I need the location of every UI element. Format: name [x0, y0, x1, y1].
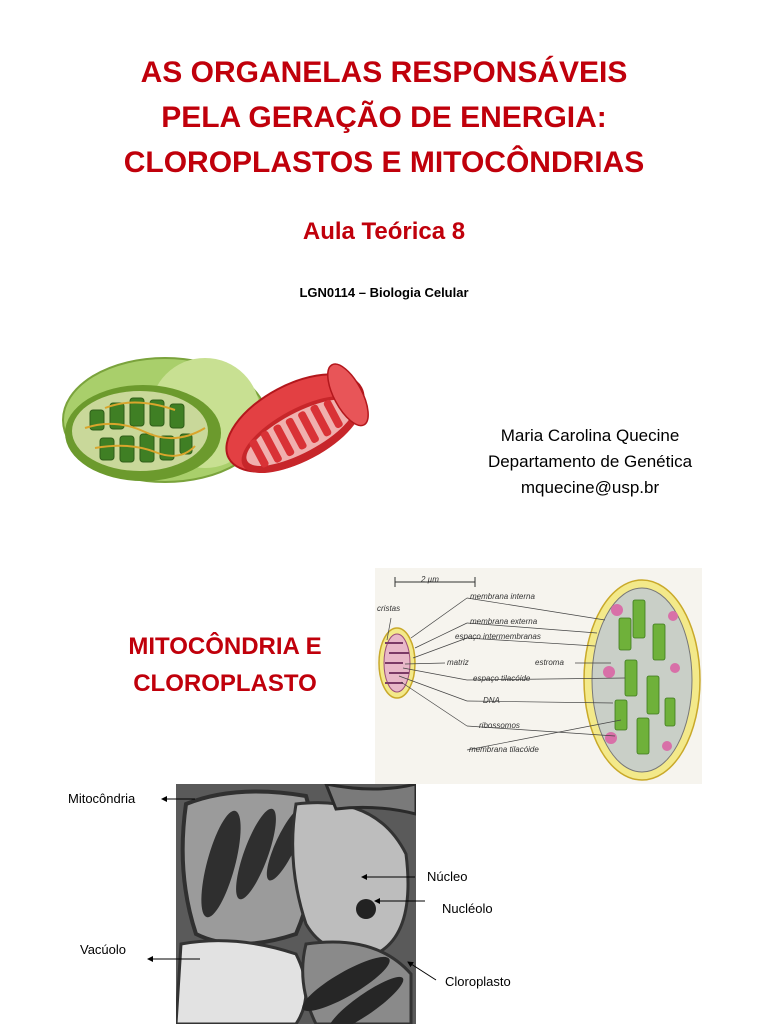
- organelles-illustration: [55, 348, 375, 498]
- section-line-2: CLOROPLASTO: [133, 670, 317, 697]
- label-dna: DNA: [483, 696, 500, 705]
- label-nucleo: Núcleo: [427, 869, 468, 884]
- slide-title: [0, 50, 768, 185]
- label-espaco-tilacoide: espaço tilacóide: [473, 674, 531, 683]
- author-department: Departamento de Genética: [487, 452, 693, 471]
- label-vacuolo: Vacúolo: [80, 942, 127, 957]
- micrograph-arrows: [140, 790, 440, 990]
- lecture-subtitle: Aula Teórica 8: [302, 218, 466, 245]
- title-line-1: AS ORGANELAS RESPONSÁVEIS: [140, 56, 628, 89]
- author-name: Maria Carolina Quecine: [500, 426, 680, 445]
- label-mitocondria: Mitocôndria: [68, 791, 136, 806]
- label-membrana-tilacoide: membrana tilacóide: [469, 745, 539, 754]
- section-heading: [60, 628, 390, 702]
- organelle-diagram: [375, 568, 702, 784]
- label-membrana-externa: membrana externa: [470, 617, 538, 626]
- label-estroma: estroma: [535, 658, 564, 667]
- section-line-1: MITOCÔNDRIA E: [128, 633, 322, 660]
- label-espaco-intermembranas: espaço intermembranas: [455, 632, 541, 641]
- label-membrana-interna: membrana interna: [470, 592, 535, 601]
- author-email: mquecine@usp.br: [520, 478, 660, 497]
- course-code: LGN0114 – Biologia Celular: [299, 285, 469, 300]
- label-cristas: cristas: [377, 604, 401, 613]
- title-line-2: PELA GERAÇÃO DE ENERGIA:: [161, 101, 607, 134]
- label-cloroplasto: Cloroplasto: [445, 974, 511, 989]
- title-line-3: CLOROPLASTOS E MITOCÔNDRIAS: [123, 146, 645, 179]
- label-ribossomos: ribossomos: [479, 721, 520, 730]
- label-nucleolo: Nucléolo: [442, 901, 493, 916]
- author-block: [440, 423, 740, 501]
- diagram-scale-label: 2 µm: [421, 575, 439, 584]
- label-matriz: matriz: [447, 658, 469, 667]
